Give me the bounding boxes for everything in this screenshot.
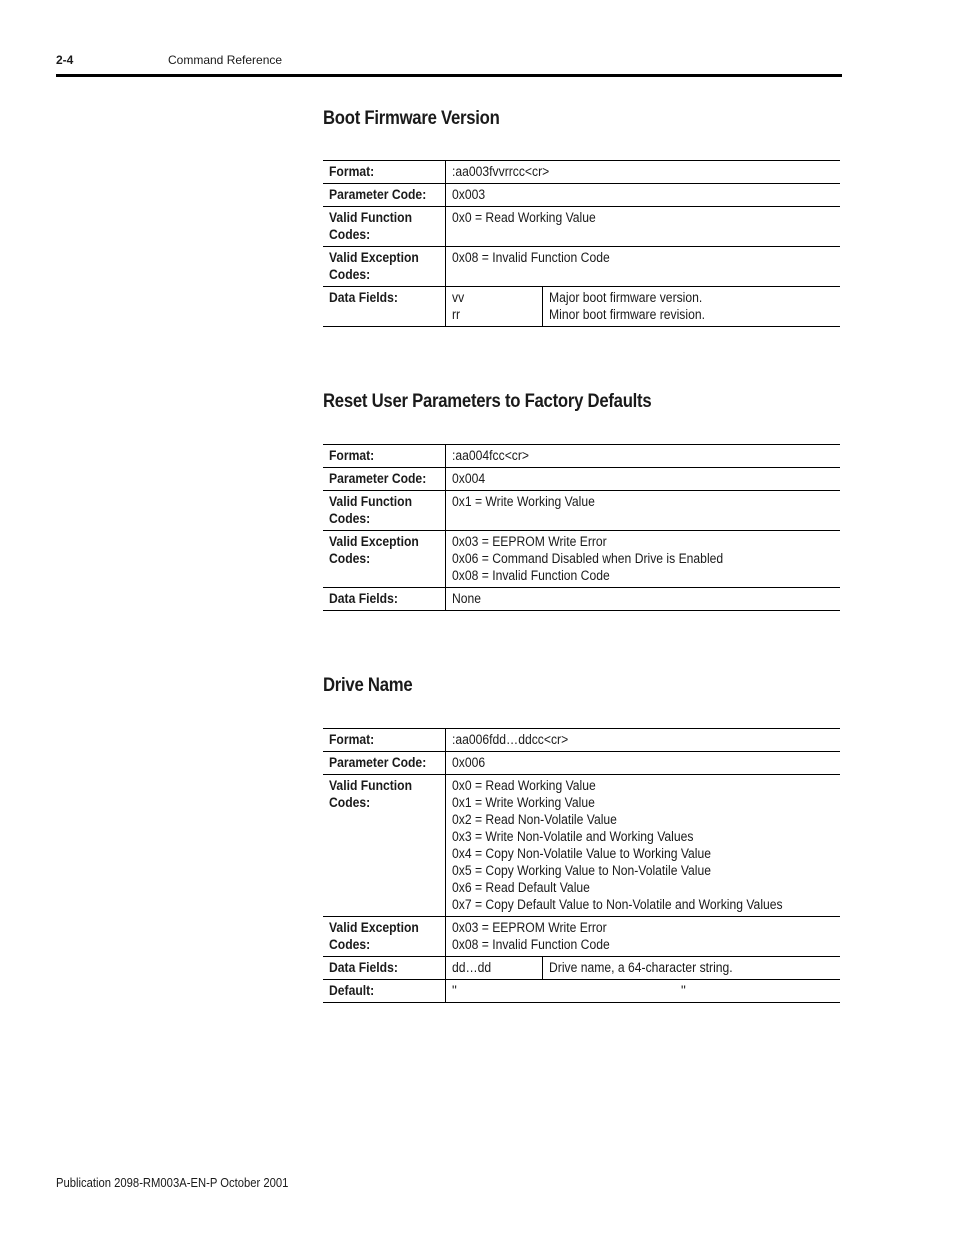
row-value: 0x004 xyxy=(452,471,486,486)
table-row xyxy=(323,588,840,611)
row-label: Valid Exception Codes: xyxy=(323,531,446,588)
row-value: 0x03 = EEPROM Write Error 0x08 = Invalid Function Code xyxy=(452,920,610,952)
row-value: 0x03 = EEPROM Write Error 0x06 = Command Disabled when Drive is Enabled 0x08 = Invalid Function Code xyxy=(452,534,724,583)
row-value: :aa006fdd…ddcc<cr> xyxy=(452,732,569,747)
data-field-descriptions: Major boot firmware version. Minor boot firmware revision. xyxy=(549,290,705,322)
table-row xyxy=(323,531,840,588)
reset-parameters-table xyxy=(323,444,840,611)
row-label: Data Fields: xyxy=(323,287,446,327)
data-field-descriptions: Drive name, a 64-character string. xyxy=(549,960,733,975)
row-label: Default: xyxy=(323,980,446,1003)
table-row xyxy=(323,287,840,327)
row-label: Format: xyxy=(323,161,446,184)
section-title-boot-firmware-version: Boot Firmware Version xyxy=(323,108,500,129)
row-label: Valid Function Codes: xyxy=(323,491,446,531)
table-row xyxy=(323,207,840,247)
table-row xyxy=(323,980,840,1003)
table-row xyxy=(323,445,840,468)
row-value: 0x003 xyxy=(452,187,486,202)
row-value: None xyxy=(452,591,482,606)
row-label: Parameter Code: xyxy=(323,184,446,207)
row-label: Valid Function Codes: xyxy=(323,207,446,247)
default-open-quote: " xyxy=(452,983,457,998)
table-row xyxy=(323,491,840,531)
header-rule xyxy=(56,74,842,77)
table-row xyxy=(323,917,840,957)
data-field-names: vv rr xyxy=(446,287,543,327)
row-value: 0x0 = Read Working Value 0x1 = Write Working Value 0x2 = Read Non-Volatile Value 0x3 = Write Non-Volatile and Working Values 0x4 = Copy Non-Volatile Value to Working Value 0x5 = Copy Working Value to Non-Volatile Value 0x6 = Read Default Value 0x7 = Copy Default Value to Non-Volatile and Working Values xyxy=(452,778,783,912)
data-field-names: dd…dd xyxy=(446,957,543,980)
table-row xyxy=(323,957,840,980)
default-close-quote: " xyxy=(681,983,686,998)
row-value: 0x08 = Invalid Function Code xyxy=(452,250,610,265)
row-label: Data Fields: xyxy=(323,588,446,611)
section-title-drive-name: Drive Name xyxy=(323,675,413,696)
default-value xyxy=(446,980,841,1003)
row-value: 0x006 xyxy=(452,755,486,770)
table-row xyxy=(323,161,840,184)
row-label: Format: xyxy=(323,445,446,468)
drive-name-table xyxy=(323,728,840,1003)
table-row xyxy=(323,468,840,491)
row-label: Format: xyxy=(323,729,446,752)
row-label: Parameter Code: xyxy=(323,752,446,775)
boot-firmware-table xyxy=(323,160,840,327)
publication-footer: Publication 2098-RM003A-EN-P October 2001 xyxy=(56,1176,289,1190)
table-row xyxy=(323,752,840,775)
table-row xyxy=(323,775,840,917)
row-label: Valid Function Codes: xyxy=(323,775,446,917)
row-value: :aa004fcc<cr> xyxy=(452,448,530,463)
page-number: 2-4 xyxy=(56,53,74,67)
table-row xyxy=(323,184,840,207)
row-value: :aa003fvvrrcc<cr> xyxy=(452,164,550,179)
table-row xyxy=(323,729,840,752)
section-title-reset-user-parameters: Reset User Parameters to Factory Defaults xyxy=(323,391,652,412)
row-label: Valid Exception Codes: xyxy=(323,247,446,287)
row-value: 0x0 = Read Working Value xyxy=(452,210,596,225)
row-label: Data Fields: xyxy=(323,957,446,980)
row-label: Parameter Code: xyxy=(323,468,446,491)
row-value: 0x1 = Write Working Value xyxy=(452,494,595,509)
row-label: Valid Exception Codes: xyxy=(323,917,446,957)
table-row xyxy=(323,247,840,287)
chapter-title: Command Reference xyxy=(168,53,283,67)
